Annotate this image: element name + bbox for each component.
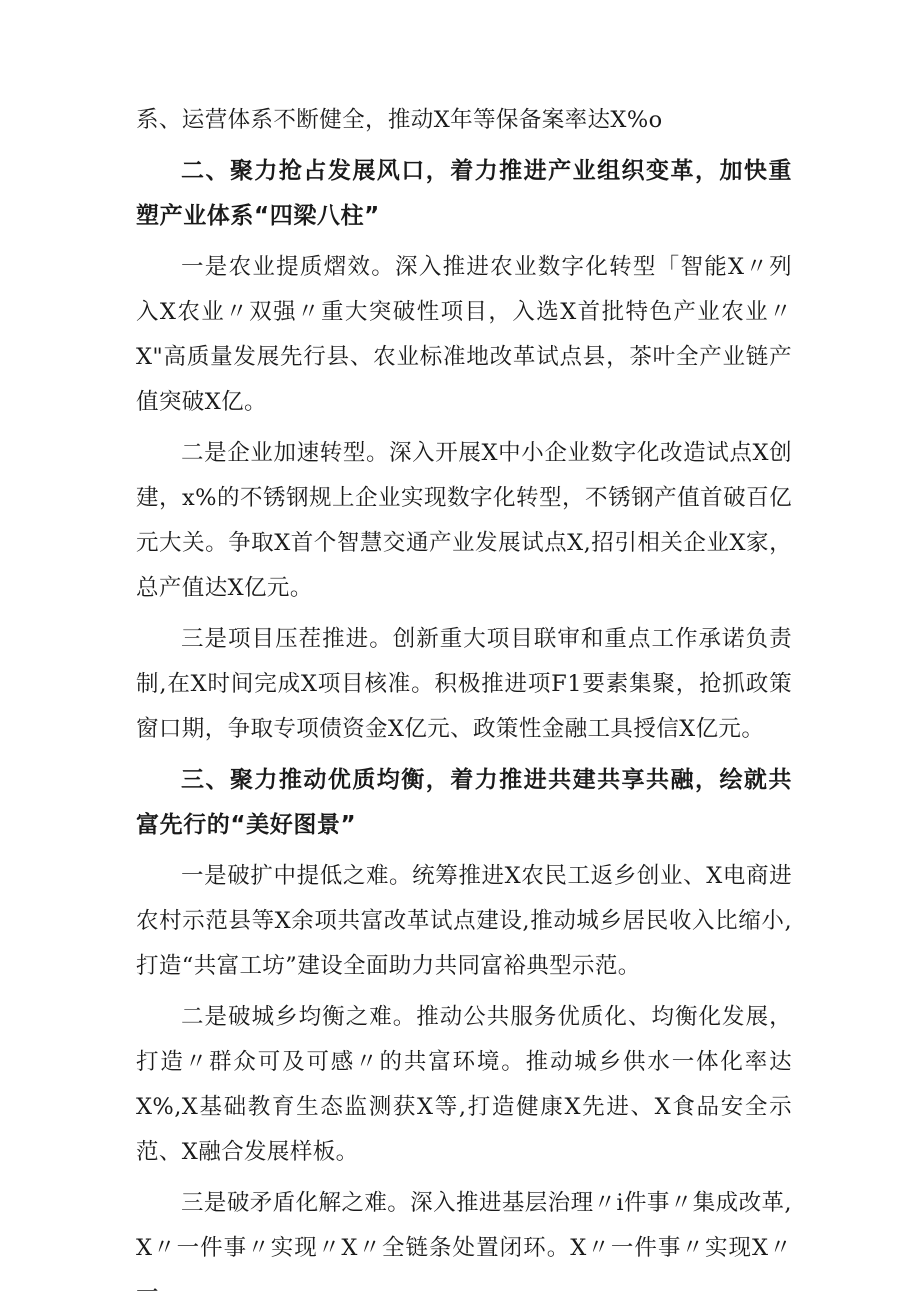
section-heading-3: 三、聚力推动优质均衡，着力推进共建共享共融，绘就共富先行的“美好图景” <box>136 767 792 838</box>
paragraph-urban-rural: 二是破城乡均衡之难。推动公共服务优质化、均衡化发展，打造〃群众可及可感〃的共富环境。推动城乡供水一体化率达X%,X基础教育生态监测获X等,打造健康X先进、X食品安全示范、X融合发展样板。 <box>136 1004 792 1165</box>
paragraph-projects: 三是项目压茬推进。创新重大项目联审和重点工作承诺负责制,在X时间完成X项目核准。积极推进项F1要素集聚，抢抓政策窗口期，争取专项债资金X亿元、政策性金融工具授信X亿元。 <box>136 626 792 742</box>
paragraph-enterprise: 二是企业加速转型。深入开展X中小企业数字化改造试点X创建，x%的不锈钢规上企业实现数字化转型，不锈钢产值首破百亿元大关。争取X首个智慧交通产业发展试点X,招引相关企业X家，总产值达X亿元。 <box>136 440 792 601</box>
paragraph-income: 一是破扩中提低之难。统筹推进X农民工返乡创业、X电商进农村示范县等X余项共富改革试点建设,推动城乡居民收入比缩小,打造“共富工坊”建设全面助力共同富裕典型示范。 <box>136 863 792 979</box>
paragraph-conflict: 三是破矛盾化解之难。深入推进基层治理〃i件事〃集成改革,X〃一件事〃实现〃X〃全链条处置闭环。X〃一件事〃实现X〃一 <box>136 1190 792 1306</box>
section-heading-2: 二、聚力抢占发展风口，着力推进产业组织变革，加快重塑产业体系“四梁八柱” <box>136 158 792 229</box>
paragraph-agriculture: 一是农业提质熠效。深入推进农业数字化转型「智能X〃列入X农业〃双强〃重大突破性项目，入选X首批特色产业农业〃X"高质量发展先行县、农业标准地改革试点县，茶叶全产业链产值突破X亿。 <box>136 254 792 415</box>
paragraph-continuation: 系、运营体系不断健全，推动X年等保备案率达X%o <box>136 107 663 133</box>
